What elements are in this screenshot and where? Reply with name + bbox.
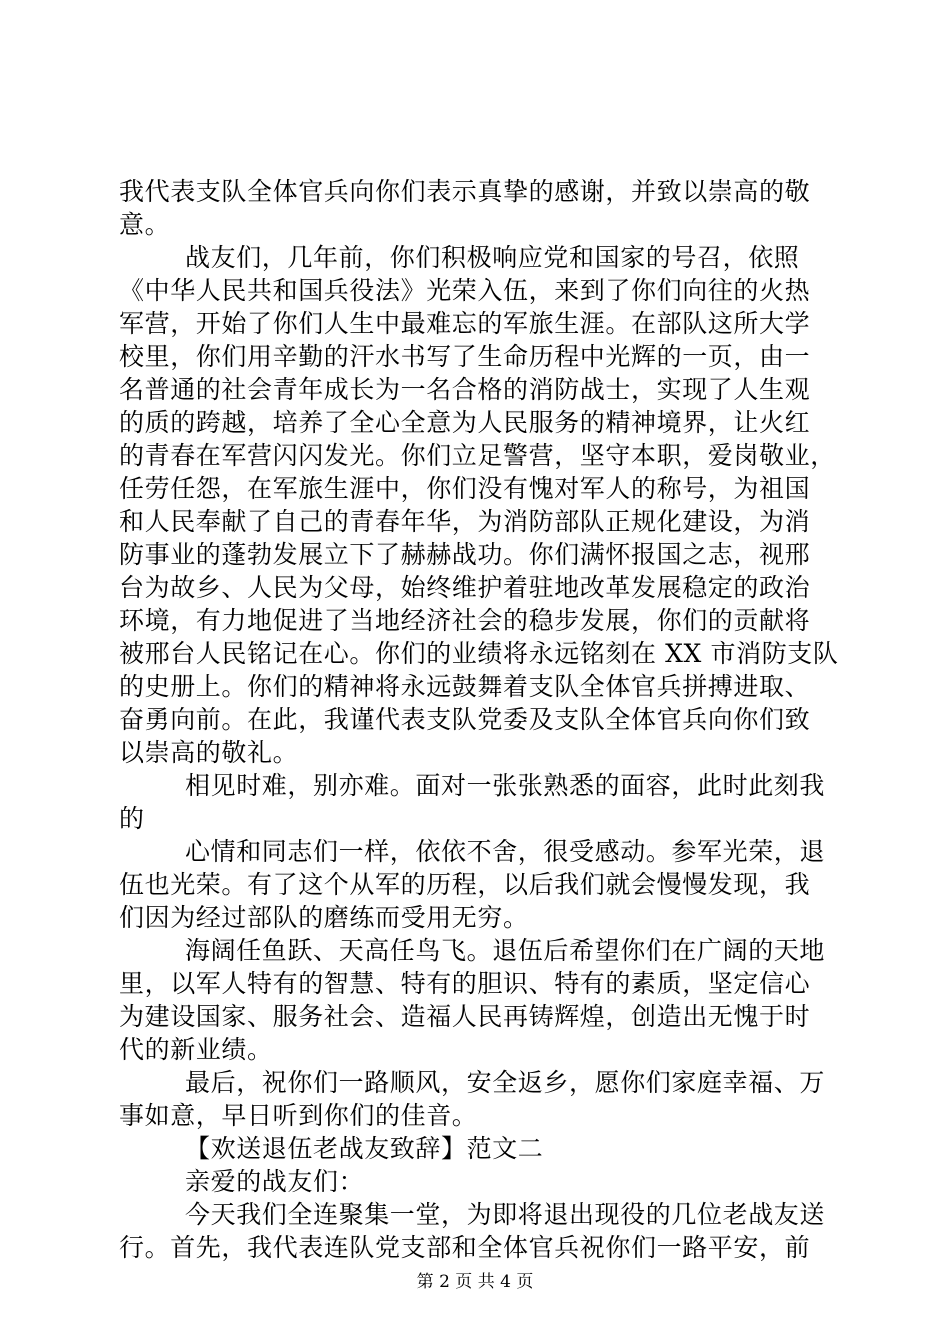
text-line: 里，以军人特有的智慧、特有的胆识、特有的素质，坚定信心	[119, 969, 811, 998]
text-line: 战友们，几年前，你们积极响应党和国家的号召，依照	[185, 243, 800, 272]
text-line: 心情和同志们一样，依依不舍，很受感动。参军光荣，退	[185, 837, 826, 866]
text-line: 被邢台人民铭记在心。你们的业绩将永远铭刻在 XX 市消防支队	[119, 639, 839, 668]
text-line: 的质的跨越，培养了全心全意为人民服务的精神境界，让火红	[119, 408, 811, 437]
text-line: 的青春在军营闪闪发光。你们立足警营，坚守本职，爱岗敬业，	[119, 441, 836, 470]
page-footer: 第 2 页 共 4 页	[416, 1272, 534, 1292]
text-line: 我代表支队全体官兵向你们表示真挚的感谢，并致以崇高的敬	[119, 177, 811, 206]
text-line: 们因为经过部队的磨练而受用无穷。	[119, 903, 529, 932]
text-line: 奋勇向前。在此，我谨代表支队党委及支队全体官兵向你们致	[119, 705, 811, 734]
text-line: 亲爱的战友们：	[185, 1167, 365, 1196]
text-line: 伍也光荣。有了这个从军的历程，以后我们就会慢慢发现，我	[119, 870, 811, 899]
text-line: 名普通的社会青年成长为一名合格的消防战士，实现了人生观	[119, 375, 811, 404]
paragraph	[119, 1198, 841, 1264]
text-line: 任劳任怨，在军旅生涯中，你们没有愧对军人的称号，为祖国	[119, 474, 811, 503]
paragraph	[119, 769, 841, 835]
document-body	[119, 175, 841, 1264]
text-line: 的史册上。你们的精神将永远鼓舞着支队全体官兵拼搏进取、	[119, 672, 811, 701]
text-line: 相见时难，别亦难。面对一张张熟悉的面容，此时此刻我	[185, 771, 826, 800]
text-line: 行。首先，我代表连队党支部和全体官兵祝你们一路平安，前	[119, 1233, 811, 1262]
text-line: 校里，你们用辛勤的汗水书写了生命历程中光辉的一页，由一	[119, 342, 811, 371]
text-line: 环境，有力地促进了当地经济社会的稳步发展，你们的贡献将	[119, 606, 811, 635]
text-line: 以崇高的敬礼。	[119, 738, 299, 767]
text-line: 海阔任鱼跃、天高任鸟飞。退伍后希望你们在广阔的天地	[185, 936, 826, 965]
text-line: 和人民奉献了自己的青春年华，为消防部队正规化建设，为消	[119, 507, 811, 536]
paragraph	[119, 835, 841, 934]
paragraph	[119, 1066, 841, 1132]
paragraph	[119, 1132, 841, 1165]
text-line: 台为故乡、人民为父母，始终维护着驻地改革发展稳定的政治	[119, 573, 811, 602]
paragraph	[119, 175, 841, 241]
text-line: 意。	[119, 210, 171, 239]
text-line: 防事业的蓬勃发展立下了赫赫战功。你们满怀报国之志，视邢	[119, 540, 811, 569]
text-line: 【欢送退伍老战友致辞】范文二	[185, 1134, 544, 1163]
text-line: 《中华人民共和国兵役法》光荣入伍，来到了你们向往的火热	[119, 276, 811, 305]
text-line: 军营，开始了你们人生中最难忘的军旅生涯。在部队这所大学	[119, 309, 811, 338]
paragraph	[119, 934, 841, 1066]
text-line: 的	[119, 804, 145, 833]
text-line: 代的新业绩。	[119, 1035, 273, 1064]
paragraph	[119, 1165, 841, 1198]
text-line: 今天我们全连聚集一堂，为即将退出现役的几位老战友送	[185, 1200, 826, 1229]
text-line: 最后，祝你们一路顺风，安全返乡，愿你们家庭幸福、万	[185, 1068, 826, 1097]
text-line: 为建设国家、服务社会、造福人民再铸辉煌，创造出无愧于时	[119, 1002, 811, 1031]
text-line: 事如意，早日听到你们的佳音。	[119, 1101, 478, 1130]
paragraph	[119, 241, 841, 769]
